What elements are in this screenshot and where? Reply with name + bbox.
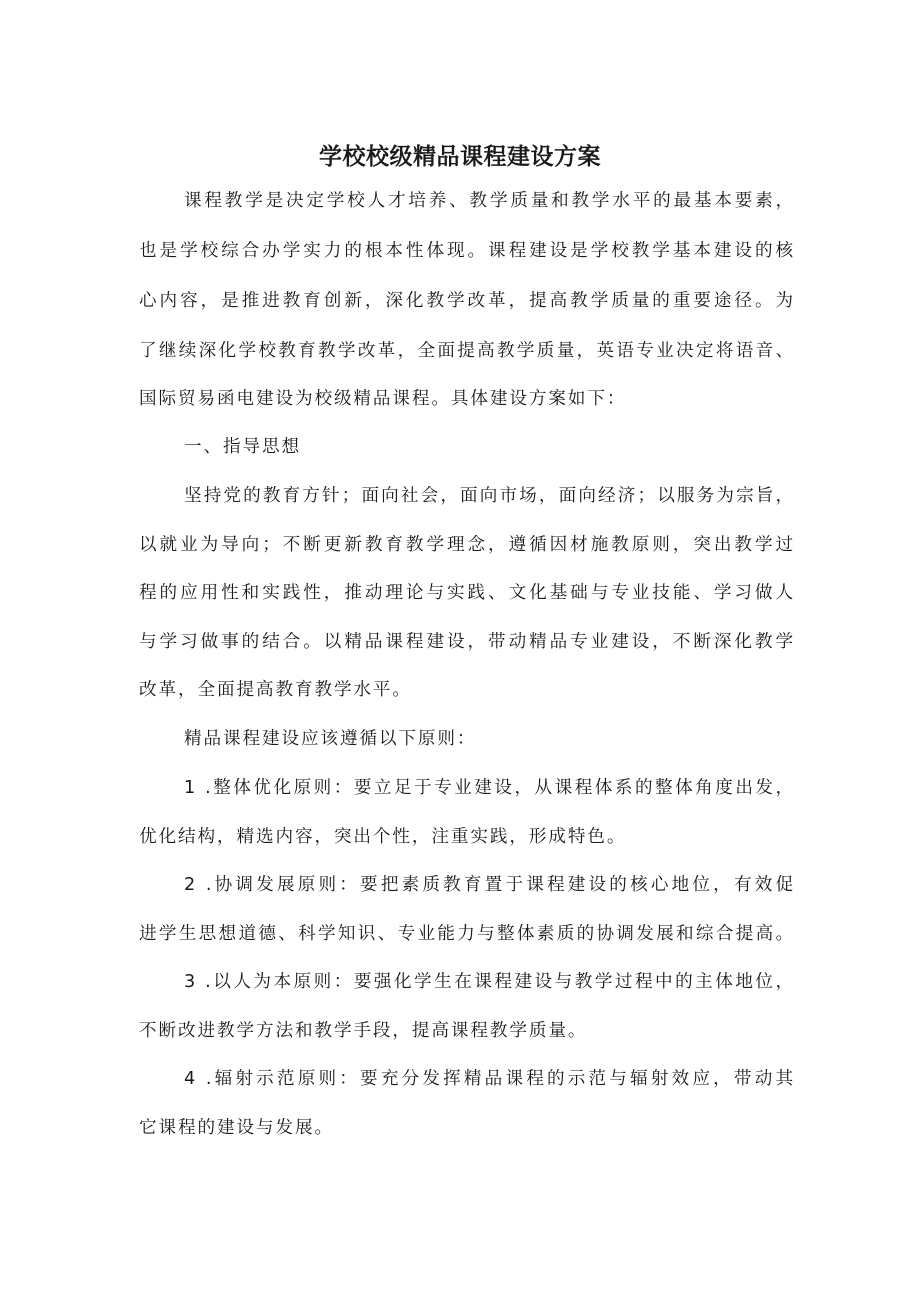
body-line-9: 程的应用性和实践性，推动理论与实践、文化基础与专业技能、学习做人: [139, 583, 795, 603]
body-line-3: 心内容，是推进教育创新，深化教学改革，提高教学质量的重要途径。为: [139, 291, 795, 311]
body-line-2: 也是学校综合办学实力的根本性体现。课程建设是学校教学基本建设的核: [139, 241, 795, 261]
principle-3-line-2: 不断改进教学方法和教学手段，提高课程教学质量。: [139, 1021, 588, 1041]
body-line-10: 与学习做事的结合。以精品课程建设，带动精品专业建设，不断深化教学: [139, 632, 795, 652]
body-line-5: 国际贸易函电建设为校级精品课程。具体建设方案如下：: [139, 389, 627, 409]
principles-intro: 精品课程建设应该遵循以下原则：: [184, 729, 477, 749]
principle-1-line-1: 1 .整体优化原则：要立足于专业建设，从课程体系的整体角度出发，: [184, 778, 795, 798]
body-line-1: 课程教学是决定学校人才培养、教学质量和教学水平的最基本要素，: [184, 191, 795, 211]
body-line-11: 改革，全面提高教育教学水平。: [139, 680, 412, 700]
body-line-4: 了继续深化学校教育教学改革，全面提高教学质量，英语专业决定将语音、: [139, 341, 795, 361]
principle-4-line-1: 4 .辐射示范原则：要充分发挥精品课程的示范与辐射效应，带动其: [184, 1069, 795, 1089]
principle-2-line-2: 进学生思想道德、科学知识、专业能力与整体素质的协调发展和综合提高。: [139, 924, 795, 944]
principle-3-line-1: 3 .以人为本原则：要强化学生在课程建设与教学过程中的主体地位，: [184, 972, 795, 992]
section-heading: 一、指导思想: [184, 437, 301, 457]
body-line-8: 以就业为导向；不断更新教育教学理念，遵循因材施教原则，突出教学过: [139, 535, 795, 555]
document-title: 学校校级精品课程建设方案: [319, 144, 601, 170]
principle-1-line-2: 优化结构，精选内容，突出个性，注重实践，形成特色。: [139, 827, 627, 847]
principle-4-line-2: 它课程的建设与发展。: [139, 1118, 334, 1138]
body-line-7: 坚持党的教育方针；面向社会，面向市场，面向经济；以服务为宗旨，: [184, 486, 795, 506]
principle-2-line-1: 2 .协调发展原则：要把素质教育置于课程建设的核心地位，有效促: [184, 875, 795, 895]
